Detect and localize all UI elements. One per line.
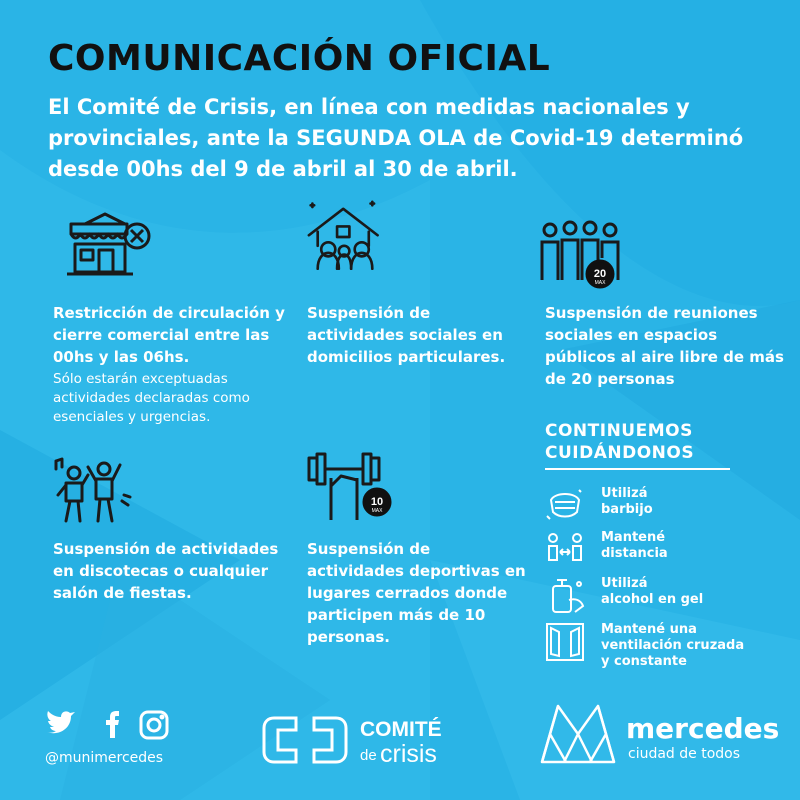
measure-title: Suspensión de reuniones sociales en espacios públicos al aire libre de más de 20 personas bbox=[545, 304, 784, 388]
comite-de: de bbox=[360, 747, 377, 764]
mercedes-tagline: ciudad de todos bbox=[628, 746, 741, 762]
comite-crisis: crisis bbox=[380, 740, 437, 768]
comite-title: COMITÉ bbox=[360, 718, 442, 741]
mercedes-name: mercedes bbox=[626, 712, 780, 745]
store-closed-icon bbox=[65, 210, 155, 284]
intro-text: El Comité de Crisis, en línea con medidas nacionales y provinciales, ante la SEGUNDA OLA de Covid-19 determinó desde 00hs del 9 de abril al 30 de abril. bbox=[48, 95, 744, 181]
dancing-people-icon bbox=[52, 455, 142, 529]
face-mask-icon bbox=[545, 486, 585, 526]
tip-text: Utilizá alcohol en gel bbox=[601, 576, 704, 607]
measure-public-gatherings bbox=[545, 302, 785, 390]
house-family-icon bbox=[300, 200, 390, 274]
tip-text: Mantené una ventilación cruzada y constante bbox=[601, 622, 745, 669]
social-links bbox=[45, 710, 180, 744]
comite-de-crisis-logo bbox=[262, 708, 462, 772]
icon-badge-label: MAX bbox=[371, 508, 383, 514]
tip-distance bbox=[545, 530, 775, 574]
tip-mask bbox=[545, 486, 775, 530]
social-handle[interactable]: @munimercedes bbox=[45, 750, 164, 766]
measure-curfew bbox=[53, 302, 293, 427]
tip-text: Utilizá barbijo bbox=[601, 486, 653, 517]
dumbbell-10-max-icon bbox=[305, 450, 395, 524]
tip-sanitizer bbox=[545, 576, 775, 620]
measure-note: Sólo estarán exceptuadas actividades declaradas como esenciales y urgencias. bbox=[53, 371, 250, 425]
care-divider bbox=[545, 468, 730, 470]
icon-badge-number: 20 bbox=[593, 268, 607, 280]
page-title: COMUNICACIÓN OFICIAL bbox=[48, 38, 551, 79]
intro-highlight: SEGUNDA OLA bbox=[296, 126, 466, 150]
icon-badge-number: 10 bbox=[370, 496, 384, 508]
distance-icon bbox=[545, 530, 585, 570]
facebook-icon[interactable] bbox=[106, 711, 119, 738]
hand-sanitizer-icon bbox=[545, 576, 585, 616]
crowd-20-max-icon bbox=[538, 218, 628, 292]
mercedes-logo bbox=[538, 700, 778, 780]
icon-badge-label: MAX bbox=[594, 280, 606, 286]
measure-indoor-sports bbox=[307, 538, 532, 648]
mercedes-logo-mark bbox=[538, 700, 618, 780]
measure-title: Restricción de circulación y cierre comercial entre las 00hs y las 06hs. bbox=[53, 304, 285, 366]
measure-home-gatherings bbox=[307, 302, 527, 368]
comite-logo-mark bbox=[264, 718, 346, 762]
twitter-icon[interactable] bbox=[47, 711, 75, 733]
open-window-icon bbox=[545, 622, 585, 662]
measure-title: Suspensión de actividades en discotecas o cualquier salón de fiestas. bbox=[53, 540, 279, 602]
care-title: CONTINUEMOS CUIDÁNDONOS bbox=[545, 421, 695, 463]
tip-ventilation bbox=[545, 622, 775, 670]
measure-title: Suspensión de actividades sociales en domicilios particulares. bbox=[307, 304, 506, 366]
instagram-icon[interactable] bbox=[141, 712, 167, 738]
measure-title: Suspensión de actividades deportivas en lugares cerrados donde participen más de 10 personas. bbox=[307, 540, 526, 646]
tip-text: Mantené distancia bbox=[601, 530, 668, 561]
measure-discotheques bbox=[53, 538, 293, 604]
